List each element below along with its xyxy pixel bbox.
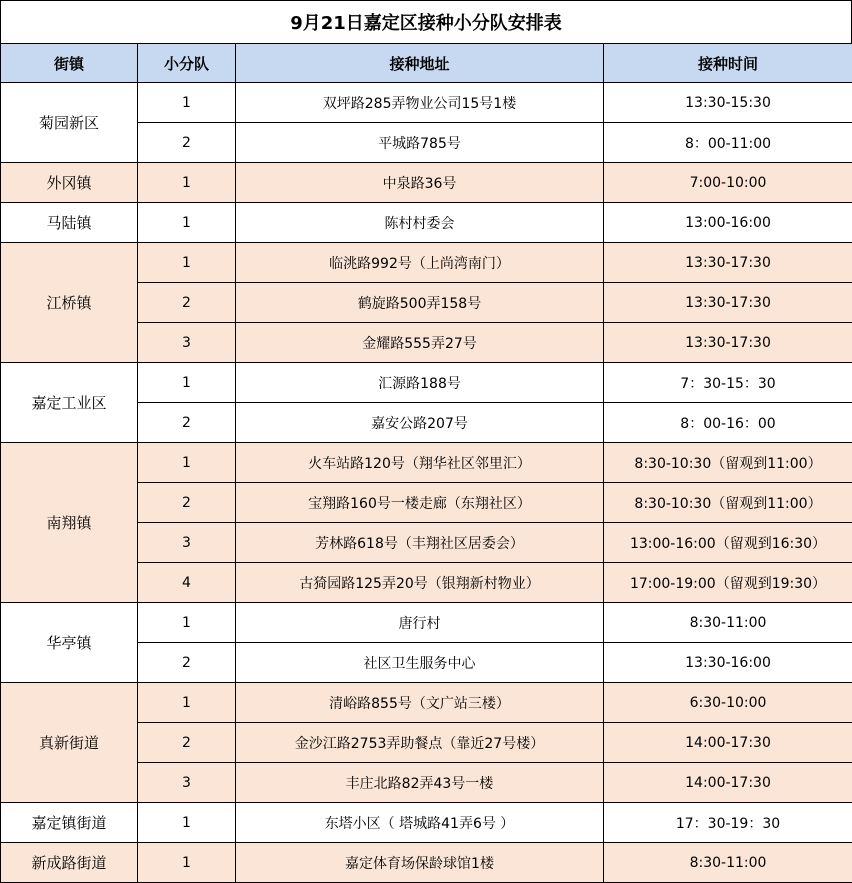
sheet-title: 9月21日嘉定区接种小分队安排表 — [0, 0, 852, 43]
table-row — [1, 203, 852, 243]
team-cell: 2 — [138, 483, 236, 523]
time-cell: 8:30-11:00 — [604, 603, 852, 643]
header-team: 小分队 — [138, 44, 236, 83]
team-cell: 2 — [138, 403, 236, 443]
time-cell: 8:30-10:30（留观到11:00） — [604, 443, 852, 483]
time-cell: 8:30-10:30（留观到11:00） — [604, 483, 852, 523]
address-cell: 古猗园路125弄20号（银翔新村物业） — [236, 563, 604, 603]
time-cell: 14:00-17:30 — [604, 723, 852, 763]
address-cell: 平城路785号 — [236, 123, 604, 163]
town-cell: 真新街道 — [1, 683, 138, 803]
address-cell: 丰庄北路82弄43号一楼 — [236, 763, 604, 803]
team-cell: 3 — [138, 323, 236, 363]
team-cell: 4 — [138, 563, 236, 603]
team-cell: 1 — [138, 843, 236, 883]
team-cell: 2 — [138, 723, 236, 763]
address-cell: 金耀路555弄27号 — [236, 323, 604, 363]
schedule-table — [0, 43, 852, 883]
town-cell: 南翔镇 — [1, 443, 138, 603]
team-cell: 1 — [138, 803, 236, 843]
address-cell: 中泉路36号 — [236, 163, 604, 203]
address-cell: 嘉定体育场保龄球馆1楼 — [236, 843, 604, 883]
table-row — [1, 83, 852, 123]
time-cell: 13:00-16:00 — [604, 203, 852, 243]
time-cell: 17：30-19：30 — [604, 803, 852, 843]
time-cell: 7:00-10:00 — [604, 163, 852, 203]
time-cell: 13:30-17:30 — [604, 323, 852, 363]
team-cell: 2 — [138, 283, 236, 323]
address-cell: 宝翔路160号一楼走廊（东翔社区） — [236, 483, 604, 523]
town-cell: 菊园新区 — [1, 83, 138, 163]
header-time: 接种时间 — [604, 44, 852, 83]
team-cell: 1 — [138, 83, 236, 123]
team-cell: 1 — [138, 243, 236, 283]
time-cell: 13:30-15:30 — [604, 83, 852, 123]
address-cell: 金沙江路2753弄助餐点（靠近27号楼） — [236, 723, 604, 763]
schedule-body — [1, 83, 852, 883]
address-cell: 唐行村 — [236, 603, 604, 643]
time-cell: 8：00-16：00 — [604, 403, 852, 443]
time-cell: 7：30-15：30 — [604, 363, 852, 403]
team-cell: 1 — [138, 363, 236, 403]
address-cell: 社区卫生服务中心 — [236, 643, 604, 683]
town-cell: 江桥镇 — [1, 243, 138, 363]
header-row — [1, 44, 852, 83]
team-cell: 1 — [138, 683, 236, 723]
town-cell: 嘉定镇街道 — [1, 803, 138, 843]
address-cell: 汇源路188号 — [236, 363, 604, 403]
address-cell: 嘉安公路207号 — [236, 403, 604, 443]
address-cell: 陈村村委会 — [236, 203, 604, 243]
header-address: 接种地址 — [236, 44, 604, 83]
time-cell: 8:30-11:00 — [604, 843, 852, 883]
team-cell: 2 — [138, 123, 236, 163]
table-row — [1, 683, 852, 723]
time-cell: 8：00-11:00 — [604, 123, 852, 163]
team-cell: 2 — [138, 643, 236, 683]
town-cell: 新成路街道 — [1, 843, 138, 883]
town-cell: 嘉定工业区 — [1, 363, 138, 443]
town-cell: 马陆镇 — [1, 203, 138, 243]
team-cell: 1 — [138, 603, 236, 643]
address-cell: 芳林路618号（丰翔社区居委会） — [236, 523, 604, 563]
town-cell: 华亭镇 — [1, 603, 138, 683]
time-cell: 14:00-17:30 — [604, 763, 852, 803]
table-row — [1, 443, 852, 483]
address-cell: 清峪路855号（文广站三楼） — [236, 683, 604, 723]
team-cell: 1 — [138, 163, 236, 203]
table-row — [1, 163, 852, 203]
address-cell: 火车站路120号（翔华社区邻里汇） — [236, 443, 604, 483]
table-row — [1, 363, 852, 403]
table-row — [1, 603, 852, 643]
town-cell: 外冈镇 — [1, 163, 138, 203]
table-row — [1, 843, 852, 883]
team-cell: 1 — [138, 203, 236, 243]
header-town: 街镇 — [1, 44, 138, 83]
table-row — [1, 803, 852, 843]
time-cell: 13:30-16:00 — [604, 643, 852, 683]
address-cell: 东塔小区（ 塔城路41弄6号 ） — [236, 803, 604, 843]
team-cell: 3 — [138, 763, 236, 803]
address-cell: 鹤旋路500弄158号 — [236, 283, 604, 323]
time-cell: 13:30-17:30 — [604, 243, 852, 283]
time-cell: 13:00-16:00（留观到16:30） — [604, 523, 852, 563]
time-cell: 13:30-17:30 — [604, 283, 852, 323]
address-cell: 双坪路285弄物业公司15号1楼 — [236, 83, 604, 123]
address-cell: 临洮路992号（上尚湾南门） — [236, 243, 604, 283]
team-cell: 1 — [138, 443, 236, 483]
table-row — [1, 243, 852, 283]
time-cell: 6:30-10:00 — [604, 683, 852, 723]
team-cell: 3 — [138, 523, 236, 563]
time-cell: 17:00-19:00（留观到19:30） — [604, 563, 852, 603]
